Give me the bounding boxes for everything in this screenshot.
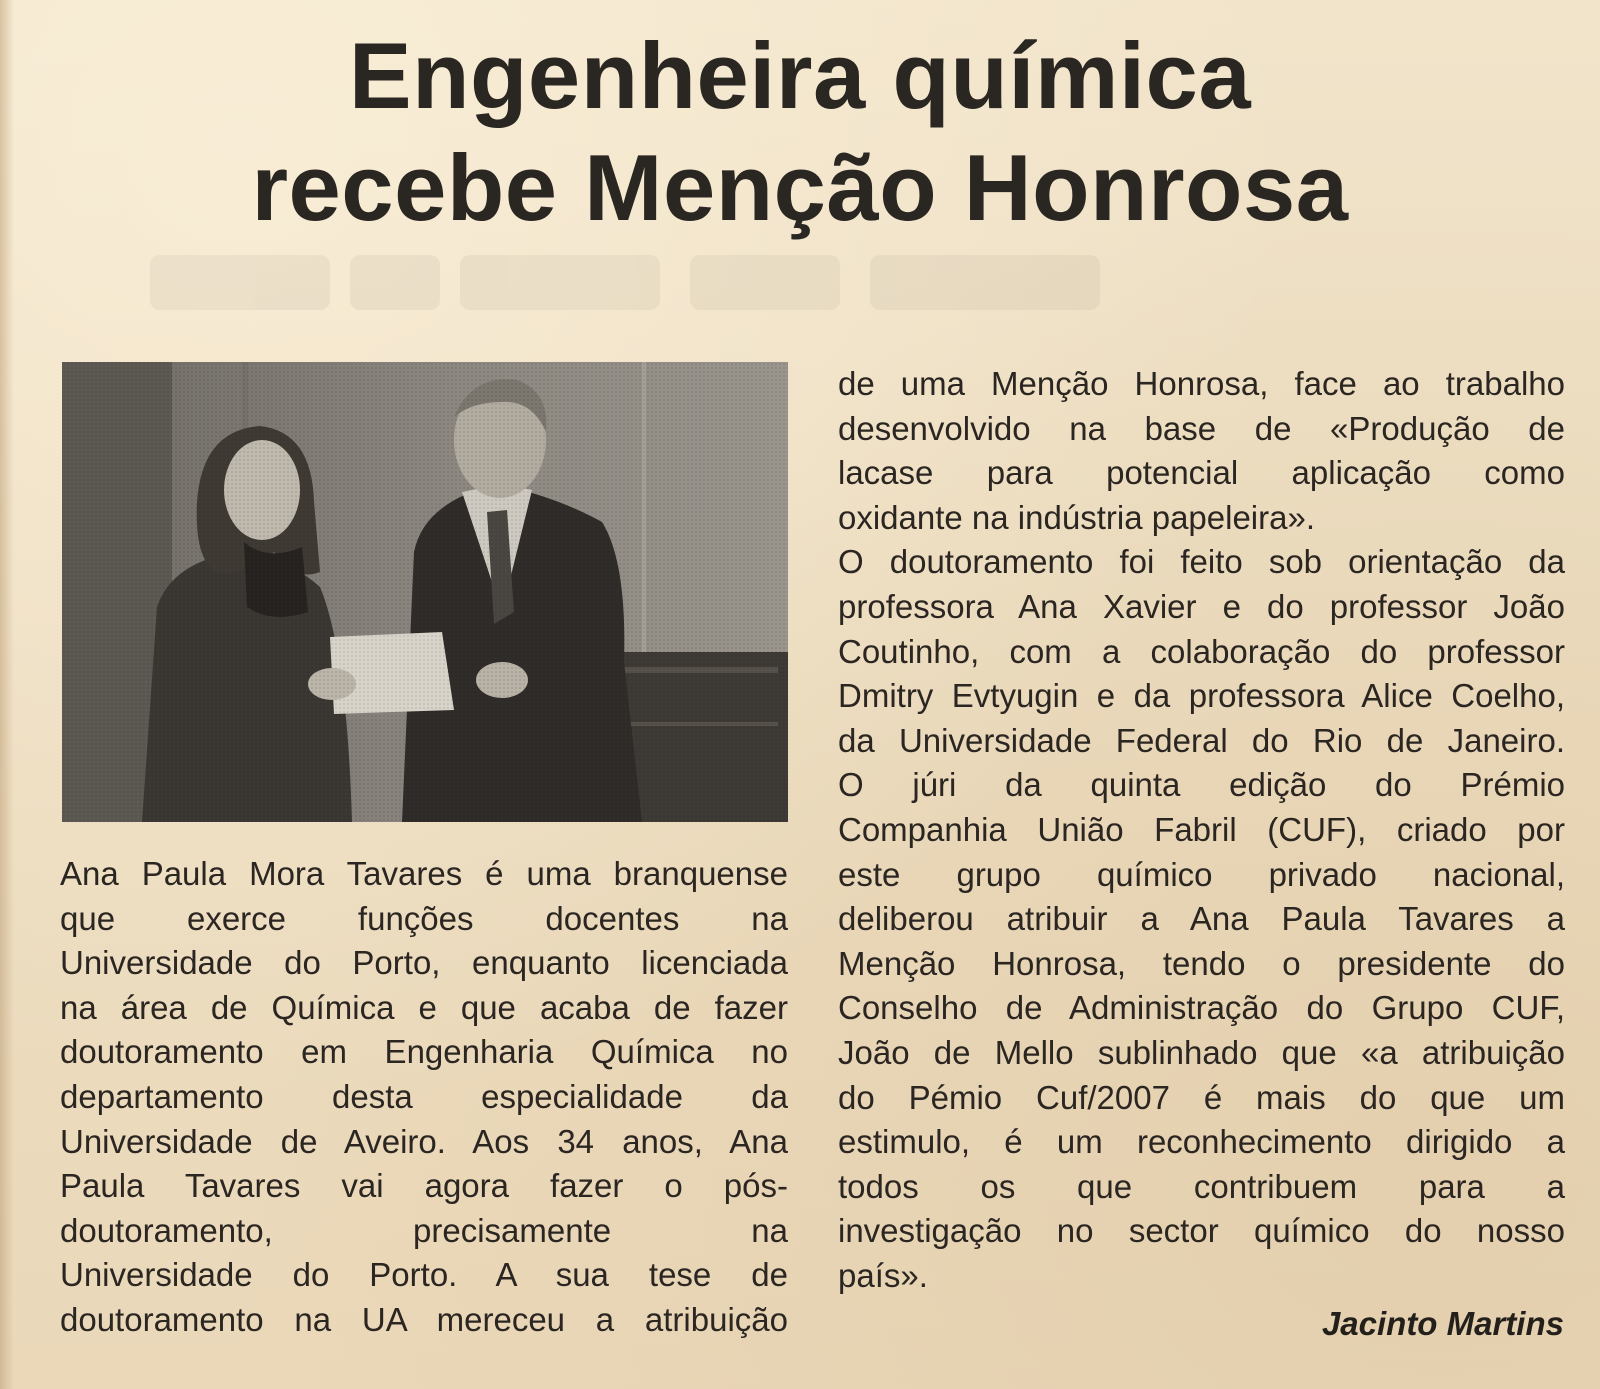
text-line: Universidade de Aveiro. Aos 34 anos, Ana <box>60 1122 788 1160</box>
text-line: O júri da quinta edição do Prémio <box>838 766 1565 804</box>
text-line: deliberou atribuir a Ana Paula Tavares a <box>838 900 1565 938</box>
headline-line-1: Engenheira química <box>348 23 1252 128</box>
text-line: Coutinho, com a colaboração do professor <box>838 632 1565 670</box>
text-line: doutoramento em Engenharia Química no <box>60 1033 788 1071</box>
text-line: da Universidade Federal do Rio de Janeiro. <box>838 721 1565 759</box>
headline <box>0 20 1600 244</box>
headline-line-2: recebe Menção Honrosa <box>251 135 1349 240</box>
text-line: do Pémio Cuf/2007 é mais do que um <box>838 1078 1565 1116</box>
text-line: oxidante na indústria papeleira». <box>838 498 1316 536</box>
text-line: Universidade do Porto. A sua tese de <box>60 1256 788 1294</box>
text-line: Menção Honrosa, tendo o presidente do <box>838 944 1565 982</box>
article-column-right <box>838 362 1565 1298</box>
text-line: Paula Tavares vai agora fazer o pós- <box>60 1167 788 1205</box>
text-line: doutoramento, precisamente na <box>60 1211 788 1249</box>
text-line: este grupo químico privado nacional, <box>838 855 1565 893</box>
text-line: lacase para potencial aplicação como <box>838 454 1565 492</box>
article-column-left <box>60 852 788 1343</box>
text-line: investigação no sector químico do nosso <box>838 1212 1565 1250</box>
text-line: professora Ana Xavier e do professor João <box>838 587 1565 625</box>
text-line: Companhia União Fabril (CUF), criado por <box>838 810 1565 848</box>
text-line: que exerce funções docentes na <box>60 899 788 937</box>
photograph-icon <box>62 362 788 822</box>
text-line: de uma Menção Honrosa, face ao trabalho <box>838 365 1565 402</box>
text-line: país». <box>838 1256 928 1294</box>
text-line: Dmitry Evtyugin e da professora Alice Coelho, <box>838 677 1565 715</box>
award-photo <box>62 362 788 822</box>
author-byline: Jacinto Martins <box>1321 1305 1564 1342</box>
text-line: estimulo, é um reconhecimento dirigido a <box>838 1123 1565 1161</box>
text-line: doutoramento na UA mereceu a atribuição <box>60 1300 788 1338</box>
text-line: todos os que contribuem para a <box>838 1167 1565 1205</box>
text-line: departamento desta especialidade da <box>60 1077 788 1115</box>
text-line: na área de Química e que acaba de fazer <box>60 988 788 1026</box>
text-line: O doutoramento foi feito sob orientação da <box>838 543 1565 581</box>
text-line: Universidade do Porto, enquanto licenciada <box>60 944 788 982</box>
text-line: desenvolvido na base de «Produção de <box>838 409 1565 447</box>
text-line: Ana Paula Mora Tavares é uma branquense <box>60 855 788 892</box>
text-line: João de Mello sublinhado que «a atribuição <box>838 1033 1565 1071</box>
text-line: Conselho de Administração do Grupo CUF, <box>838 989 1565 1027</box>
